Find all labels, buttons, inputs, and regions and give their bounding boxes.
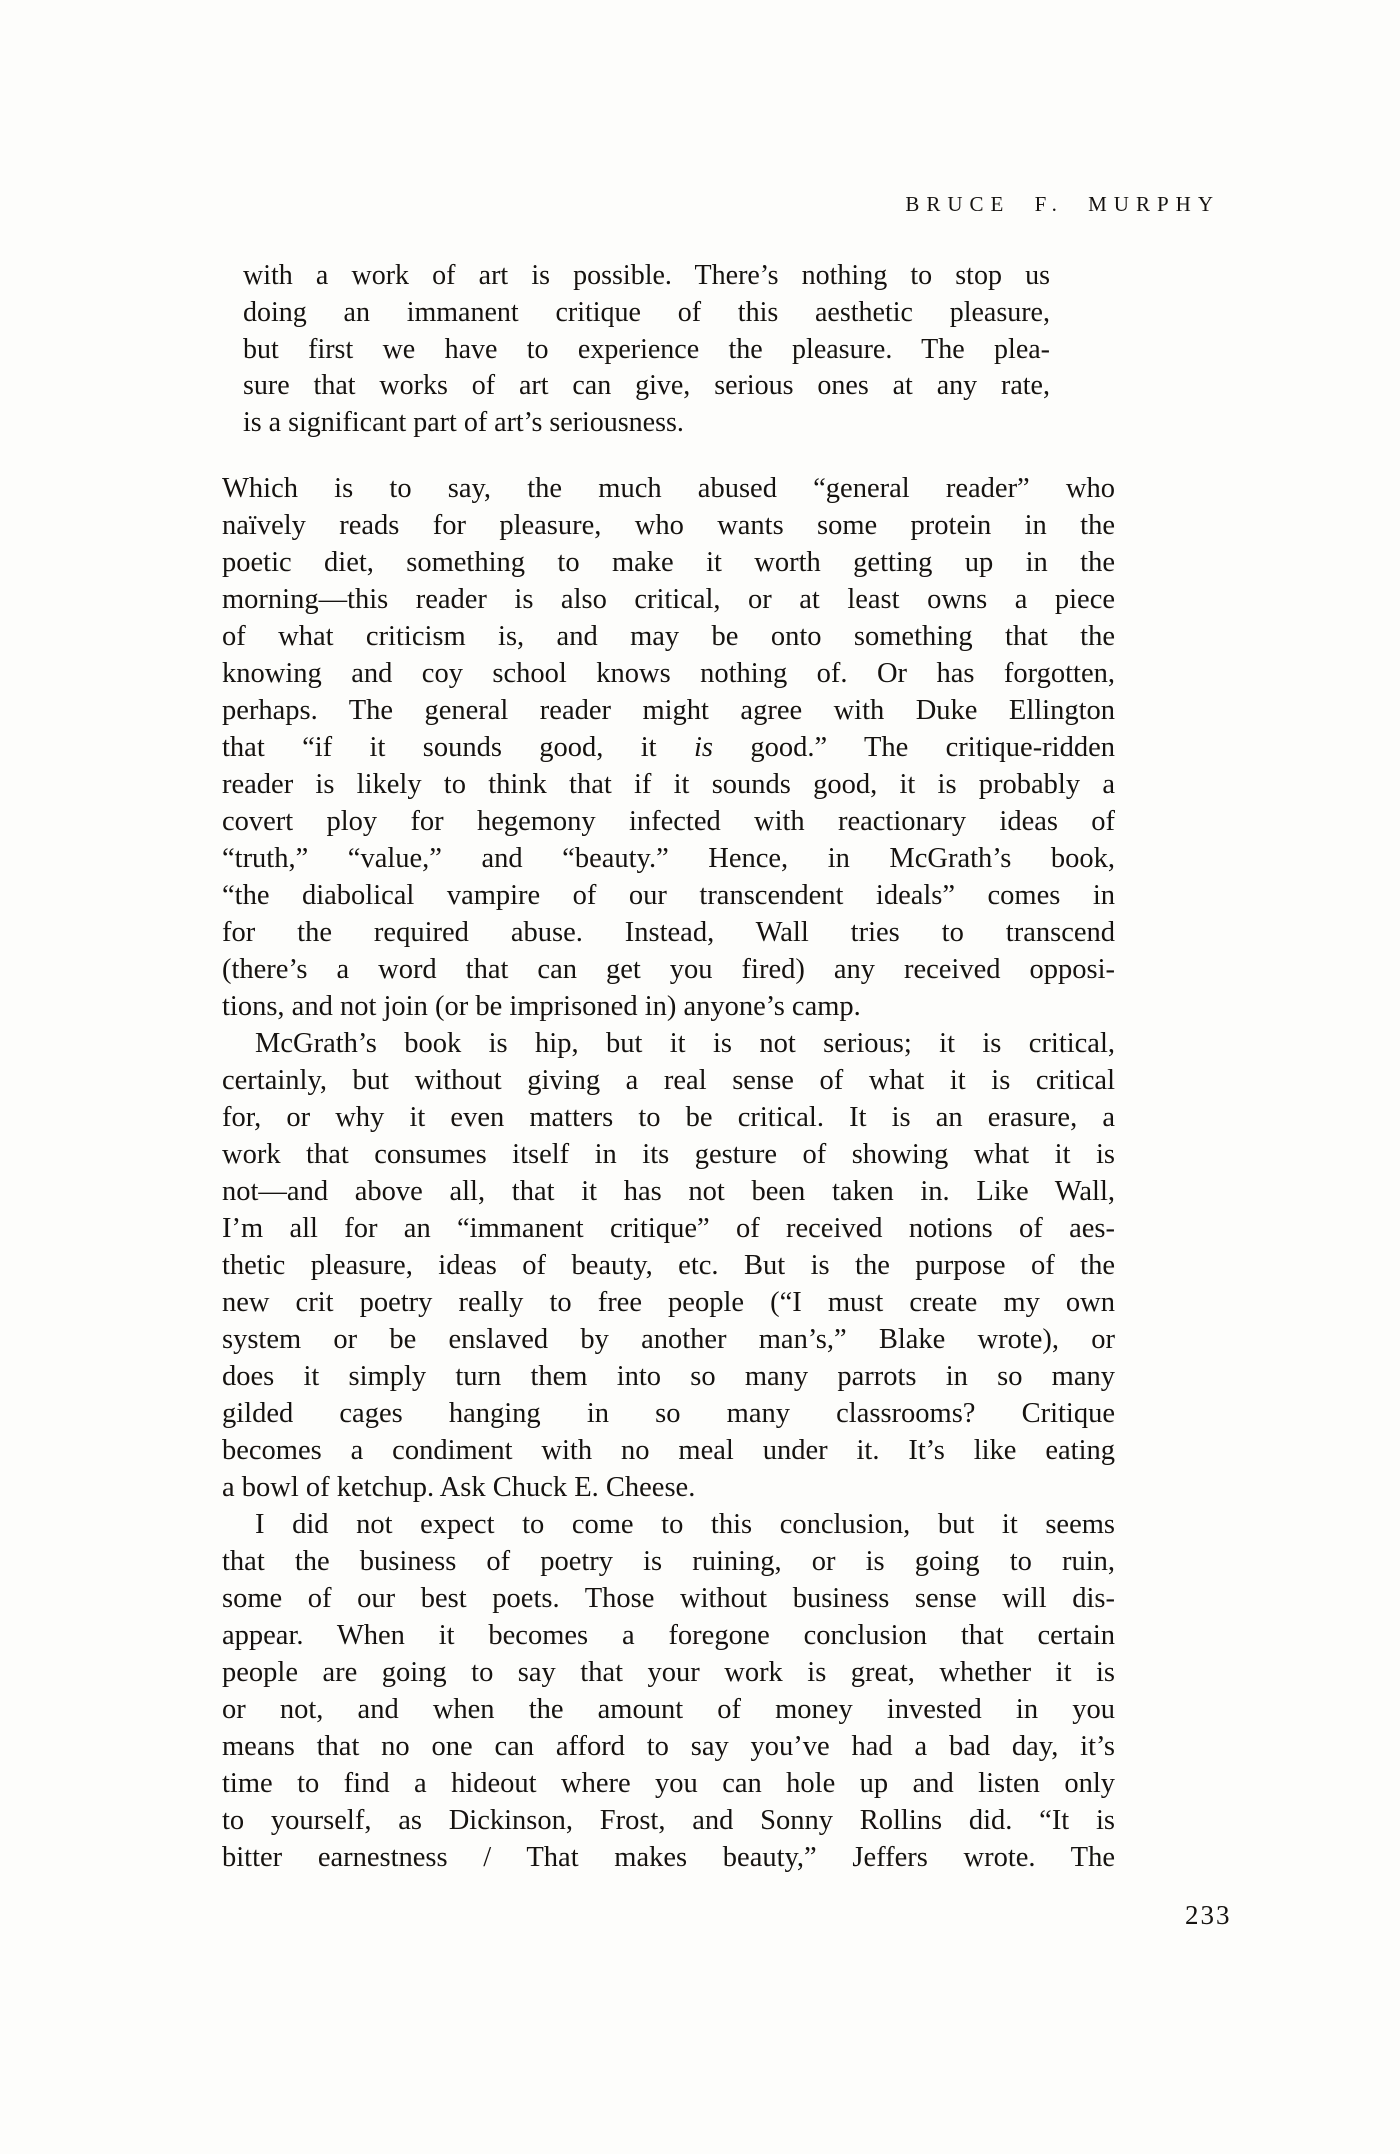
body-text: [222, 470, 1115, 1876]
paragraph: [222, 1025, 1115, 1506]
paragraph: [222, 470, 1115, 1025]
text-line: to yourself, as Dickinson, Frost, and Sonny Rollins did. “It is: [222, 1805, 1115, 1836]
text-line: naïvely reads for pleasure, who wants some protein in the: [222, 510, 1115, 541]
text-line: bitter earnestness / That makes beauty,” Jeffers wrote. The: [222, 1842, 1115, 1873]
text-line: that the business of poetry is ruining, or is going to ruin,: [222, 1546, 1115, 1577]
quote-line: sure that works of art can give, serious ones at any rate,: [243, 370, 1050, 402]
text-line: thetic pleasure, ideas of beauty, etc. But is the purpose of the: [222, 1250, 1115, 1281]
quote-line: doing an immanent critique of this aesthetic pleasure,: [243, 296, 1050, 328]
quote-line: with a work of art is possible. There’s nothing to stop us: [243, 260, 1050, 291]
text-line: work that consumes itself in its gesture of showing what it is: [222, 1139, 1115, 1170]
text-line: “the diabolical vampire of our transcendent ideals” comes in: [222, 880, 1115, 911]
quote-line: is a significant part of art’s seriousness.: [243, 407, 684, 439]
text-line: a bowl of ketchup. Ask Chuck E. Cheese.: [222, 1472, 696, 1503]
text-line: “truth,” “value,” and “beauty.” Hence, in McGrath’s book,: [222, 843, 1115, 874]
text-line: morning—this reader is also critical, or at least owns a piece: [222, 584, 1115, 615]
text-line: for the required abuse. Instead, Wall tries to transcend: [222, 917, 1115, 948]
text-line: does it simply turn them into so many parrots in so many: [222, 1361, 1115, 1392]
paragraph: [222, 1506, 1115, 1876]
text-line: people are going to say that your work is great, whether it is: [222, 1657, 1115, 1688]
running-header: BRUCE F. MURPHY: [905, 192, 1220, 216]
text-line: some of our best poets. Those without business sense will dis-: [222, 1583, 1115, 1614]
page-number: 233: [1185, 1900, 1232, 1930]
text-line: for, or why it even matters to be critical. It is an erasure, a: [222, 1102, 1115, 1133]
text-line: or not, and when the amount of money invested in you: [222, 1694, 1115, 1725]
quote-block: [243, 258, 1050, 442]
text-line: covert ploy for hegemony infected with reactionary ideas of: [222, 806, 1115, 837]
text-line: (there’s a word that can get you fired) any received opposi-: [222, 954, 1115, 985]
text-line: gilded cages hanging in so many classrooms? Critique: [222, 1398, 1115, 1429]
text-line: time to find a hideout where you can hole up and listen only: [222, 1768, 1115, 1799]
text-line: means that no one can afford to say you’ve had a bad day, it’s: [222, 1731, 1115, 1762]
text-line: new crit poetry really to free people (“I must create my own: [222, 1287, 1115, 1318]
text-line: poetic diet, something to make it worth getting up in the: [222, 547, 1115, 578]
text-line: of what criticism is, and may be onto something that the: [222, 621, 1115, 652]
text-line: becomes a condiment with no meal under it. It’s like eating: [222, 1435, 1115, 1466]
text-line: knowing and coy school knows nothing of. Or has forgotten,: [222, 658, 1115, 689]
text-line: reader is likely to think that if it sounds good, it is probably a: [222, 769, 1115, 800]
text-line: Which is to say, the much abused “general reader” who: [222, 473, 1115, 504]
text-line: McGrath’s book is hip, but it is not serious; it is critical,: [255, 1028, 1115, 1059]
text-line: I’m all for an “immanent critique” of received notions of aes-: [222, 1213, 1115, 1244]
text-line: I did not expect to come to this conclusion, but it seems: [255, 1509, 1115, 1540]
quote-line: but first we have to experience the pleasure. The plea-: [243, 333, 1050, 365]
text-line: appear. When it becomes a foregone conclusion that certain: [222, 1620, 1115, 1651]
text-line: perhaps. The general reader might agree with Duke Ellington: [222, 695, 1115, 726]
text-line: tions, and not join (or be imprisoned in) anyone’s camp.: [222, 991, 861, 1022]
text-line: system or be enslaved by another man’s,” Blake wrote), or: [222, 1324, 1115, 1355]
text-line: not—and above all, that it has not been taken in. Like Wall,: [222, 1176, 1115, 1207]
text-line: certainly, but without giving a real sense of what it is critical: [222, 1065, 1115, 1096]
text-line: that “if it sounds good, it is good.” The critique-ridden: [222, 732, 1115, 763]
